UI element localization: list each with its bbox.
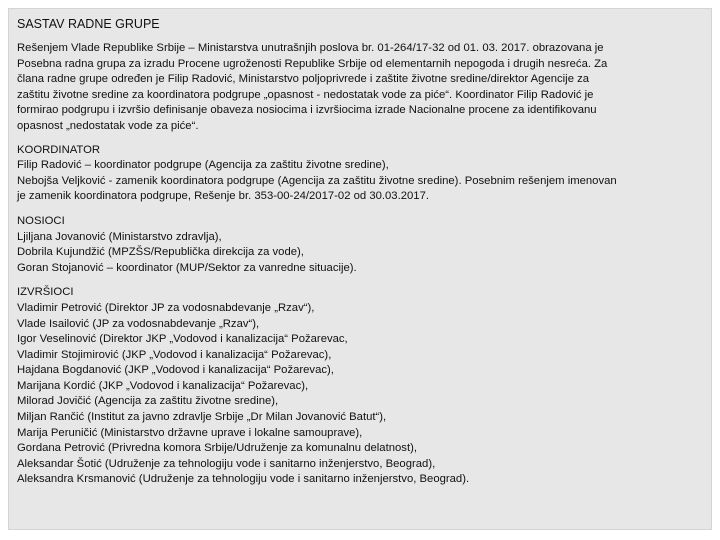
izvrsioci-line: Gordana Petrović (Privredna komora Srbije/Udruženje za komunalnu delatnost),: [17, 442, 417, 455]
koordinator-heading: KOORDINATOR: [17, 143, 101, 156]
izvrsioci-heading: IZVRŠIOCI: [17, 286, 74, 299]
izvrsioci-section: [17, 285, 703, 488]
izvrsioci-line: Miljan Rančić (Institut za javno zdravlje Srbije „Dr Milan Jovanović Batut“),: [17, 411, 387, 424]
nosioci-section: [17, 214, 703, 276]
koordinator-line: je zamenik koordinatora podgrupe, Rešenje br. 353-00-24/2017-02 od 30.03.2017.: [17, 190, 429, 203]
nosioci-line: Ljiljana Jovanović (Ministarstvo zdravlja),: [17, 230, 222, 243]
izvrsioci-line: Igor Veselinović (Direktor JKP „Vodovod i kanalizacija“ Požarevac,: [17, 333, 348, 346]
intro-line: formirao podgrupu i izvršio definisanje obaveza nosiocima i izvršiocima izrade Nacionalne procene za identifikovanu: [17, 104, 597, 117]
izvrsioci-line: Milorad Jovičić (Agencija za zaštitu životne sredine),: [17, 395, 279, 408]
intro-line: Rešenjem Vlade Republike Srbije – Ministarstva unutrašnjih poslova br. 01-264/17-32 od 01. 03. 2017. obrazovana je: [17, 42, 604, 54]
koordinator-section: [17, 143, 703, 205]
izvrsioci-line: Marijana Kordić (JKP „Vodovod i kanalizacija“ Požarevac),: [17, 379, 309, 392]
nosioci-line: Goran Stojanović – koordinator (MUP/Sektor za vanredne situacije).: [17, 261, 357, 274]
document-title: SASTAV RADNE GRUPE: [17, 17, 160, 31]
izvrsioci-line: Vlade Isailović (JP za vodosnabdevanje „Rzav“),: [17, 317, 260, 330]
koordinator-line: Nebojša Veljković - zamenik koordinatora podgrupe (Agencija za zaštitu životne sredine). Posebnim rešenjem imenovan: [17, 174, 617, 187]
izvrsioci-line: Hajdana Bogdanović (JKP „Vodovod i kanalizacija“ Požarevac),: [17, 364, 334, 377]
izvrsioci-line: Vladimir Petrović (Direktor JP za vodosnabdevanje „Rzav“),: [17, 301, 315, 314]
koordinator-line: Filip Radović – koordinator podgrupe (Agencija za zaštitu životne sredine),: [17, 159, 389, 172]
izvrsioci-line: Aleksandra Krsmanović (Udruženje za tehnologiju vode i sanitarno inženjerstvo, Beograd).: [17, 473, 470, 486]
intro-line: zaštitu životne sredine za koordinatora podgrupe „opasnost - nedostatak vode za piće“. Koordinator Filip Radović je: [17, 88, 594, 101]
nosioci-heading: NOSIOCI: [17, 214, 65, 227]
intro-paragraph: [17, 41, 703, 135]
izvrsioci-line: Aleksandar Šotić (Udruženje za tehnologiju vode i sanitarno inženjerstvo, Beograd),: [17, 457, 436, 470]
document-panel: [8, 8, 712, 530]
intro-line: Posebna radna grupa za izradu Procene ugroženosti Republike Srbije od elementarnih nepogoda i drugih nesreća. Za: [17, 57, 608, 70]
intro-line: opasnost „nedostatak vode za piće“.: [17, 119, 199, 132]
intro-line: člana radne grupe određen je Filip Radović, Ministarstvo poljoprivrede i zaštite životne sredine/direktor Agencije za: [17, 73, 590, 86]
nosioci-line: Dobrila Kujundžić (MPZŠS/Republička direkcija za vode),: [17, 246, 304, 259]
izvrsioci-line: Vladimir Stojimirović (JKP „Vodovod i kanalizacija“ Požarevac),: [17, 348, 332, 361]
izvrsioci-line: Marija Peruničić (Ministarstvo državne uprave i lokalne samouprave),: [17, 426, 363, 439]
